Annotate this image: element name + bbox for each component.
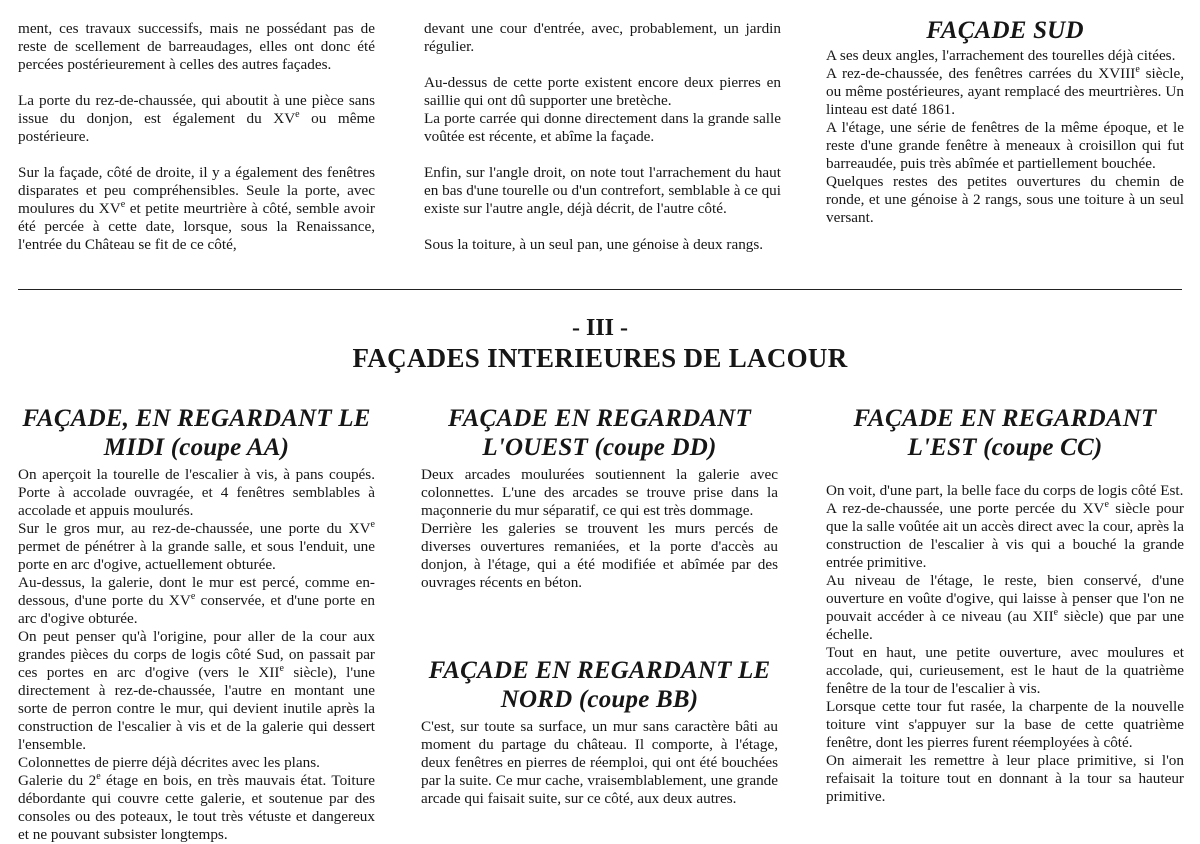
subheading-facade-midi: [18, 404, 375, 462]
bottom-column-2-nord: [421, 656, 778, 808]
paragraph: Derrière les galeries se trouvent les murs percés de diverses ouvertures remaniées, et la porte d'accès au donjon, à l'étage, qui a été modifiée et abîmée par des ouvrages récents en béton.: [421, 520, 778, 591]
subheading-line: L'OUEST (coupe DD): [482, 434, 717, 461]
subheading-facade-ouest: [421, 404, 778, 462]
paragraph: Colonnettes de pierre déjà décrites avec les plans.: [18, 754, 320, 771]
paragraph: Tout en haut, une petite ouverture, avec moulures et accolade, qui, curieusement, est le haut de la quatrième fenêtre de la tour de l'escalier à vis.: [826, 644, 1184, 697]
top-column-1: [18, 20, 375, 254]
paragraph: Au niveau de l'étage, le reste, bien conservé, d'une ouverture en voûte d'ogive, qui laisse à penser que l'on ne pouvait accéder à ce niveau (au XIIe siècle) que par une échelle.: [826, 572, 1184, 643]
subheading-line: NORD (coupe BB): [500, 686, 699, 713]
subheading-line: FAÇADE EN REGARDANT: [853, 405, 1157, 432]
section-title: FAÇADES INTERIEURES DE LACOUR: [352, 343, 848, 373]
paragraph: On voit, d'une part, la belle face du corps de logis côté Est.: [826, 482, 1184, 499]
paragraph: On aimerait les remettre à leur place primitive, si l'on refaisait la toiture tout en donnant à la tour sa hauteur primitive.: [826, 752, 1184, 805]
paragraph: La porte carrée qui donne directement dans la grande salle voûtée est récente, et abîme la façade.: [424, 110, 781, 145]
paragraph: A rez-de-chaussée, une porte percée du XVe siècle pour que la salle voûtée ait un accès direct avec la cour, après la construction de l'escalier à vis qui a bouché la grande entrée primitive.: [826, 499, 1184, 571]
subheading-facade-est: [826, 404, 1184, 462]
subheading-line: FAÇADE EN REGARDANT: [448, 405, 751, 432]
top-column-2: [424, 20, 781, 254]
paragraph: Sur la façade, côté de droite, il y a également des fenêtres disparates et peu compréhensibles. Seule la porte, avec moulures du XVe et petite meurtrière à côté, semble avoir été percée à cette date, lorsque, sous la Renaissance, l'entrée du Château se fit de ce côté,: [18, 164, 375, 253]
paragraph: Au-dessus de cette porte existent encore deux pierres en saillie qui ont dû supporter une bretèche.: [424, 74, 781, 109]
paragraph: Sur le gros mur, au rez-de-chaussée, une porte du XVe permet de pénétrer à la grande salle, et sous l'enduit, une porte en arc d'ogive, actuellement obturée.: [18, 519, 375, 573]
paragraph: On aperçoit la tourelle de l'escalier à vis, à pans coupés. Porte à accolade ouvragée, et 4 fenêtres semblables à accolade et appuis moulurés.: [18, 466, 375, 519]
paragraph: Lorsque cette tour fut rasée, la charpente de la nouvelle toiture vint s'appuyer sur la base de cette quatrième fenêtre, dont les pierres furent réemployées à côté.: [826, 698, 1184, 751]
bottom-column-1: [18, 404, 375, 844]
paragraph: devant une cour d'entrée, avec, probablement, un jardin régulier.: [424, 20, 781, 55]
section-heading-facade-sud: FAÇADE SUD: [926, 17, 1084, 44]
paragraph: A l'étage, une série de fenêtres de la même époque, et le reste d'une grande fenêtre à meneaux à croisillon qui fut barreaudée, puis très abîmée et partiellement bouchée.: [826, 119, 1184, 172]
horizontal-rule: [18, 289, 1182, 290]
bottom-column-2-ouest: [421, 404, 778, 592]
paragraph: Quelques restes des petites ouvertures du chemin de ronde, et une génoise à 2 rangs, sous une toiture à un seul versant.: [826, 173, 1184, 226]
paragraph: Au-dessus, la galerie, dont le mur est percé, comme en-dessous, d'une porte du XVe conservée, et d'une porte en arc d'ogive obturée.: [18, 574, 375, 627]
paragraph: Sous la toiture, à un seul pan, une génoise à deux rangs.: [424, 236, 764, 253]
subheading-facade-nord: [421, 656, 778, 714]
subheading-line: FAÇADE, EN REGARDANT LE: [22, 405, 371, 432]
subheading-line: FAÇADE EN REGARDANT LE: [428, 657, 771, 684]
subheading-line: L'EST (coupe CC): [907, 434, 1103, 461]
paragraph: On peut penser qu'à l'origine, pour aller de la cour aux grandes pièces du corps de logis côté Sud, on passait par ces portes en arc d'ogive (vers le XIIe siècle), l'une directement à rez-de-chaussée, l'autre en montant une sorte de perron contre le mur, qui devient inutile après la construction de l'escalier à vis et de la galerie qui dessert l'ensemble.: [18, 628, 375, 753]
paragraph: Deux arcades moulurées soutiennent la galerie avec colonnettes. L'une des arcades se trouve prise dans la maçonnerie du mur séparatif, ce qui est très dommage.: [421, 466, 778, 519]
paragraph: A rez-de-chaussée, des fenêtres carrées du XVIIIe siècle, ou même postérieures, ayant remplacé des meurtrières. Un linteau est daté 1861.: [826, 64, 1184, 118]
bottom-column-3-est: [826, 404, 1184, 806]
subheading-line: MIDI (coupe AA): [103, 434, 290, 461]
paragraph: ment, ces travaux successifs, mais ne possédant pas de reste de scellement de barreaudages, elles ont donc été percées postérieurement à celles des autres façades.: [18, 20, 375, 73]
section-number: - III -: [571, 315, 628, 341]
top-column-3: [826, 16, 1184, 227]
paragraph: A ses deux angles, l'arrachement des tourelles déjà citées.: [826, 47, 1176, 64]
paragraph: Enfin, sur l'angle droit, on note tout l'arrachement du haut en bas d'une tourelle ou d'un contrefort, semblable à ce qui existe sur l'autre angle, déjà décrit, de l'autre côté.: [424, 164, 781, 217]
paragraph: C'est, sur toute sa surface, un mur sans caractère bâti au moment du partage du château. Il comporte, à l'étage, deux fenêtres en pierres de réemploi, qui ont été bouchées par la suite. Ce mur cache, vraisemblablement, une grande arcade qui faisait suite, sur ce côté, aux deux autres.: [421, 718, 778, 807]
paragraph: La porte du rez-de-chaussée, qui aboutit à une pièce sans issue du donjon, est également du XVe ou même postérieure.: [18, 92, 375, 145]
paragraph: Galerie du 2e étage en bois, en très mauvais état. Toiture débordante qui couvre cette galerie, et soutenue par des consoles ou des poteaux, le tout très vétuste et dangereux et ne pouvant subsister longtemps.: [18, 771, 376, 843]
